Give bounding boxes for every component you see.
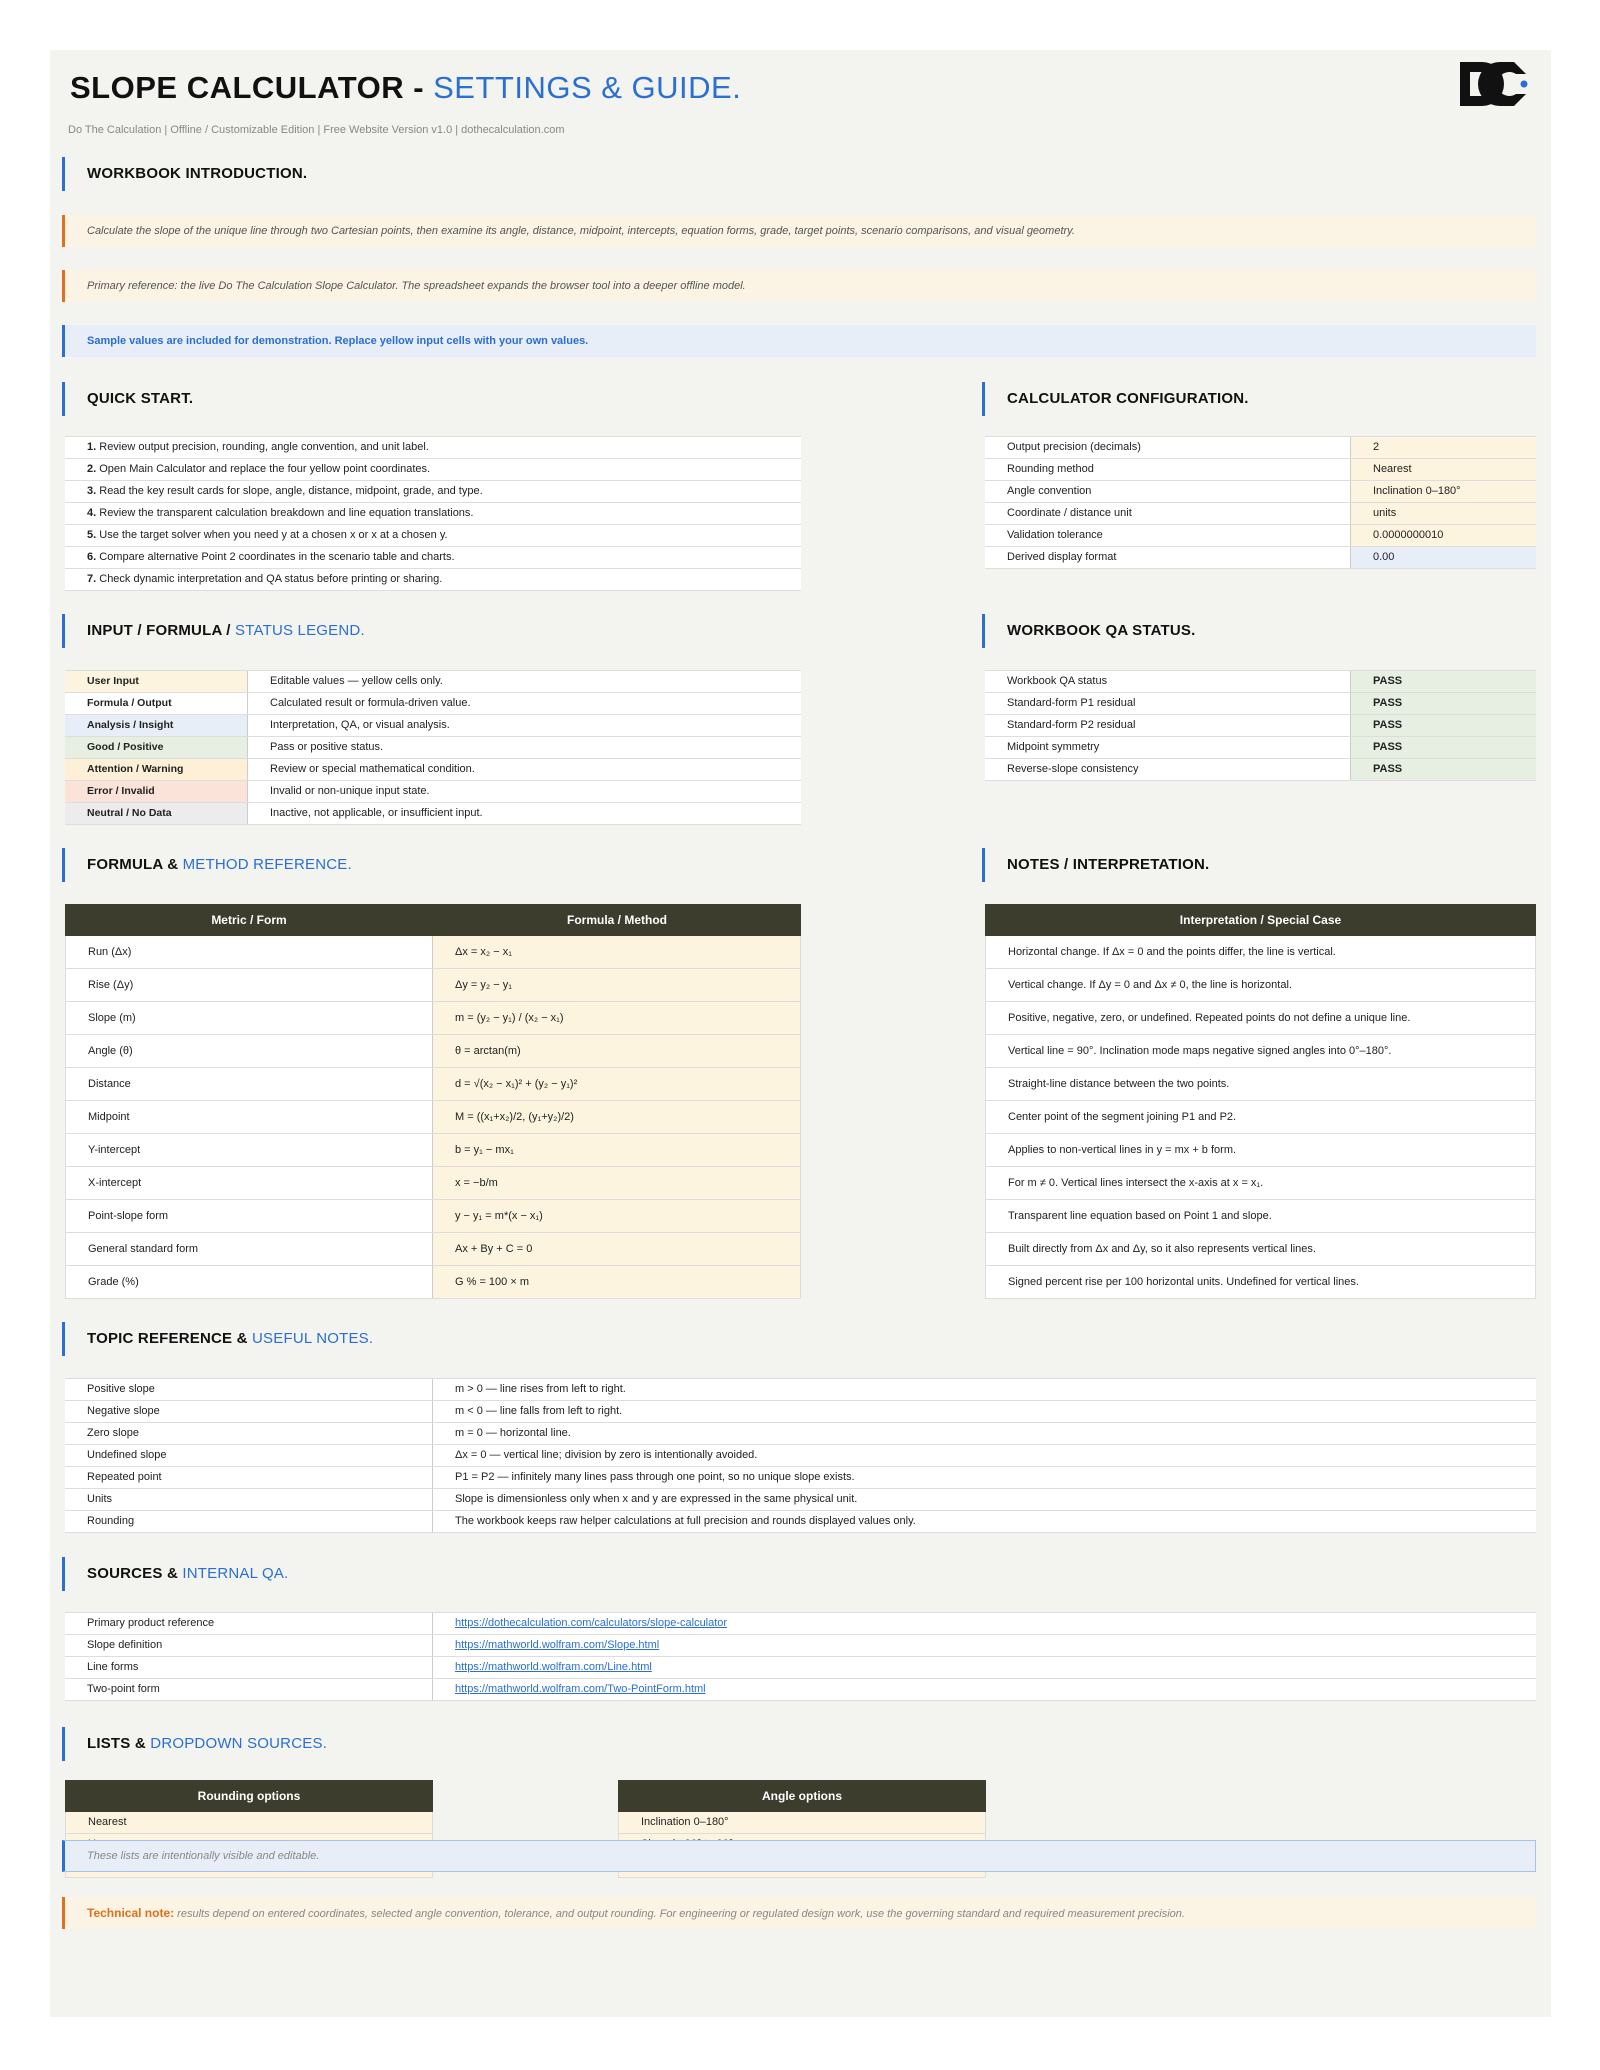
col-metric-form: Metric / Form: [211, 913, 287, 927]
formula-expression: m = (y₂ − y₁) / (x₂ − x₁): [433, 1002, 801, 1034]
topic-note: Slope is dimensionless only when x and y are expressed in the same physical unit.: [433, 1489, 1536, 1510]
note-text: Vertical line = 90°. Inclination mode maps negative signed angles into 0°–180°.: [986, 1035, 1535, 1067]
formula-row: [65, 1266, 801, 1299]
topic-name: Rounding: [65, 1511, 433, 1532]
qa-row: [985, 693, 1536, 715]
qa-row: [985, 715, 1536, 737]
source-link[interactable]: https://mathworld.wolfram.com/Slope.html: [455, 1639, 660, 1651]
step-number: 5.: [87, 529, 97, 541]
formula-row: [65, 1233, 801, 1266]
topic-name: Undefined slope: [65, 1445, 433, 1466]
config-value-input[interactable]: 0.0000000010: [1351, 525, 1536, 546]
qa-row: [985, 759, 1536, 781]
qa-status-badge: PASS: [1351, 693, 1536, 714]
note-text: Center point of the segment joining P1 and P2.: [986, 1101, 1535, 1133]
step-number: 2.: [87, 463, 97, 475]
topic-row: [65, 1401, 1536, 1423]
rounding-option[interactable]: Nearest: [65, 1812, 433, 1833]
legend-row: [65, 781, 801, 803]
legend-row: [65, 671, 801, 693]
legend-description: Review or special mathematical condition.: [248, 759, 801, 780]
legend-description: Interpretation, QA, or visual analysis.: [248, 715, 801, 736]
topic-name: Units: [65, 1489, 433, 1510]
note-row: [985, 1134, 1536, 1167]
source-row: [65, 1635, 1536, 1657]
formula-row: [65, 1101, 801, 1134]
config-row: [985, 459, 1536, 481]
step-text: Open Main Calculator and replace the four yellow point coordinates.: [99, 463, 431, 475]
intro-banner-reference: Primary reference: the live Do The Calculation Slope Calculator. The spreadsheet expands the browser tool into a deeper offline model.: [62, 270, 1536, 302]
formula-row: [65, 1200, 801, 1233]
quick-start-step: [65, 459, 801, 481]
step-text: Read the key result cards for slope, angle, distance, midpoint, grade, and type.: [99, 485, 483, 497]
config-row: [985, 481, 1536, 503]
topic-name: Positive slope: [65, 1379, 433, 1400]
source-link[interactable]: https://mathworld.wolfram.com/Line.html: [455, 1661, 652, 1673]
config-row: [985, 525, 1536, 547]
section-quick-start: QUICK START.: [62, 382, 193, 416]
legend-row: [65, 759, 801, 781]
quick-start-step: [65, 481, 801, 503]
legend-row: [65, 803, 801, 825]
note-row: [985, 1101, 1536, 1134]
source-link-cell: [433, 1635, 1536, 1656]
config-label: Derived display format: [985, 547, 1351, 568]
qa-status-table: [985, 670, 1536, 781]
quick-start-step-cell: [65, 459, 801, 480]
angle-option[interactable]: Inclination 0–180°: [618, 1812, 986, 1833]
note-text: For m ≠ 0. Vertical lines intersect the x-axis at x = x₁.: [986, 1167, 1535, 1199]
section-status-legend: INPUT / FORMULA / STATUS LEGEND.: [62, 614, 365, 648]
note-text: Transparent line equation based on Point 1 and slope.: [986, 1200, 1535, 1232]
legend-row: [65, 715, 801, 737]
config-row: [985, 547, 1536, 569]
formula-table: [65, 904, 801, 1299]
notes-table-header: [985, 904, 1536, 936]
quick-start-step: [65, 547, 801, 569]
step-number: 1.: [87, 441, 97, 453]
technical-note: Technical note: results depend on entered coordinates, selected angle convention, tolerance, and output rounding. For engineering or regulated design work, use the governing standard and required measurement precision.: [62, 1897, 1536, 1929]
source-link[interactable]: https://mathworld.wolfram.com/Two-PointForm.html: [455, 1683, 706, 1695]
topic-row: [65, 1445, 1536, 1467]
section-formula-reference: FORMULA & METHOD REFERENCE.: [62, 848, 352, 882]
formula-row: [65, 1167, 801, 1200]
step-text: Compare alternative Point 2 coordinates in the scenario table and charts.: [99, 551, 455, 563]
source-label: Line forms: [65, 1657, 433, 1678]
topic-row: [65, 1489, 1536, 1511]
formula-expression: G % = 100 × m: [433, 1266, 801, 1298]
quick-start-step-cell: [65, 569, 801, 590]
qa-status-badge: PASS: [1351, 715, 1536, 736]
col-interpretation: Interpretation / Special Case: [1179, 913, 1342, 927]
topic-row: [65, 1511, 1536, 1533]
config-value-input[interactable]: Nearest: [1351, 459, 1536, 480]
lists-note: These lists are intentionally visible and editable.: [62, 1840, 1536, 1872]
formula-expression: b = y₁ − mx₁: [433, 1134, 801, 1166]
formula-metric: General standard form: [65, 1233, 433, 1265]
source-row: [65, 1613, 1536, 1635]
formula-row: [65, 969, 801, 1002]
source-label: Slope definition: [65, 1635, 433, 1656]
qa-status-badge: PASS: [1351, 671, 1536, 692]
quick-start-step: [65, 569, 801, 591]
legend-description: Pass or positive status.: [248, 737, 801, 758]
formula-metric: X-intercept: [65, 1167, 433, 1199]
step-number: 6.: [87, 551, 97, 563]
formula-row: [65, 1002, 801, 1035]
note-text: Straight-line distance between the two points.: [986, 1068, 1535, 1100]
formula-expression: y − y₁ = m*(x − x₁): [433, 1200, 801, 1232]
section-topic-reference: TOPIC REFERENCE & USEFUL NOTES.: [62, 1322, 373, 1356]
formula-metric: Midpoint: [65, 1101, 433, 1133]
topic-note: m < 0 — line falls from left to right.: [433, 1401, 1536, 1422]
qa-label: Standard-form P2 residual: [985, 715, 1351, 736]
rounding-options-header: Rounding options: [65, 1780, 433, 1812]
source-link-cell: [433, 1613, 1536, 1634]
config-label: Coordinate / distance unit: [985, 503, 1351, 524]
rounding-option-row: [65, 1812, 433, 1834]
config-value-input[interactable]: units: [1351, 503, 1536, 524]
note-row: [985, 1068, 1536, 1101]
legend-swatch-label: Error / Invalid: [65, 781, 248, 802]
step-number: 4.: [87, 507, 97, 519]
note-text: Horizontal change. If Δx = 0 and the points differ, the line is vertical.: [986, 936, 1535, 968]
formula-expression: Ax + By + C = 0: [433, 1233, 801, 1265]
formula-row: [65, 1035, 801, 1068]
config-value-input[interactable]: 0.00: [1351, 547, 1536, 568]
legend-description: Inactive, not applicable, or insufficient input.: [248, 803, 801, 824]
legend-swatch-label: Analysis / Insight: [65, 715, 248, 736]
note-text: Signed percent rise per 100 horizontal units. Undefined for vertical lines.: [986, 1266, 1535, 1298]
dtc-logo-icon: [1456, 58, 1530, 110]
formula-table-header: [65, 904, 801, 936]
col-formula-method: Formula / Method: [567, 913, 667, 927]
formula-metric: Grade (%): [65, 1266, 433, 1298]
topic-row: [65, 1423, 1536, 1445]
config-row: [985, 503, 1536, 525]
intro-banner-description: Calculate the slope of the unique line through two Cartesian points, then examine its angle, distance, midpoint, intercepts, equation forms, grade, target points, scenario comparisons, and visual geometry.: [62, 215, 1536, 247]
topic-note: The workbook keeps raw helper calculations at full precision and rounds displayed values only.: [433, 1511, 1536, 1532]
source-link-cell: [433, 1657, 1536, 1678]
step-text: Review output precision, rounding, angle convention, and unit label.: [99, 441, 429, 453]
legend-swatch-label: User Input: [65, 671, 248, 692]
formula-row: [65, 1068, 801, 1101]
config-label: Rounding method: [985, 459, 1351, 480]
formula-metric: Point-slope form: [65, 1200, 433, 1232]
formula-metric: Rise (Δy): [65, 969, 433, 1001]
source-link[interactable]: https://dothecalculation.com/calculators/slope-calculator: [455, 1617, 728, 1629]
source-link-cell: [433, 1679, 1536, 1700]
config-row: [985, 437, 1536, 459]
note-row: [985, 1167, 1536, 1200]
step-text: Use the target solver when you need y at a chosen x or x at a chosen y.: [99, 529, 448, 541]
formula-expression: x = −b/m: [433, 1167, 801, 1199]
page-title: SLOPE CALCULATOR - SETTINGS & GUIDE.: [70, 70, 742, 105]
formula-expression: θ = arctan(m): [433, 1035, 801, 1067]
quick-start-step-cell: [65, 437, 801, 458]
qa-label: Workbook QA status: [985, 671, 1351, 692]
quick-start-step: [65, 503, 801, 525]
topic-name: Zero slope: [65, 1423, 433, 1444]
config-label: Angle convention: [985, 481, 1351, 502]
note-row: [985, 936, 1536, 969]
qa-status-badge: PASS: [1351, 737, 1536, 758]
config-value-input[interactable]: 2: [1351, 437, 1536, 458]
formula-metric: Run (Δx): [65, 936, 433, 968]
quick-start-step: [65, 525, 801, 547]
note-text: Applies to non-vertical lines in y = mx + b form.: [986, 1134, 1535, 1166]
note-text: Positive, negative, zero, or undefined. Repeated points do not define a unique line.: [986, 1002, 1535, 1034]
source-label: Primary product reference: [65, 1613, 433, 1634]
formula-metric: Angle (θ): [65, 1035, 433, 1067]
formula-expression: d = √(x₂ − x₁)² + (y₂ − y₁)²: [433, 1068, 801, 1100]
angle-option-row: [618, 1812, 986, 1834]
source-label: Two-point form: [65, 1679, 433, 1700]
config-label: Validation tolerance: [985, 525, 1351, 546]
quick-start-step: [65, 437, 801, 459]
section-dropdown-sources: LISTS & DROPDOWN SOURCES.: [62, 1727, 327, 1761]
quick-start-list: [65, 436, 801, 591]
topic-name: Negative slope: [65, 1401, 433, 1422]
formula-metric: Distance: [65, 1068, 433, 1100]
step-text: Check dynamic interpretation and QA status before printing or sharing.: [99, 573, 443, 585]
qa-row: [985, 671, 1536, 693]
source-row: [65, 1679, 1536, 1701]
legend-row: [65, 693, 801, 715]
qa-row: [985, 737, 1536, 759]
legend-description: Invalid or non-unique input state.: [248, 781, 801, 802]
formula-row: [65, 1134, 801, 1167]
formula-expression: Δy = y₂ − y₁: [433, 969, 801, 1001]
notes-table: [985, 904, 1536, 1299]
legend-swatch-label: Good / Positive: [65, 737, 248, 758]
page-subtitle: Do The Calculation | Offline / Customizable Edition | Free Website Version v1.0 | dothecalculation.com: [68, 124, 565, 136]
intro-banner-sample-values: Sample values are included for demonstration. Replace yellow input cells with your own values.: [62, 325, 1536, 357]
section-workbook-qa-status: WORKBOOK QA STATUS.: [982, 614, 1196, 648]
formula-metric: Y-intercept: [65, 1134, 433, 1166]
section-calculator-configuration: CALCULATOR CONFIGURATION.: [982, 382, 1249, 416]
topic-note: Δx = 0 — vertical line; division by zero is intentionally avoided.: [433, 1445, 1536, 1466]
formula-expression: M = ((x₁+x₂)/2, (y₁+y₂)/2): [433, 1101, 801, 1133]
note-row: [985, 1200, 1536, 1233]
quick-start-step-cell: [65, 503, 801, 524]
sources-table: [65, 1612, 1536, 1701]
note-row: [985, 969, 1536, 1002]
note-row: [985, 1035, 1536, 1068]
section-sources: SOURCES & INTERNAL QA.: [62, 1557, 288, 1591]
legend-description: Calculated result or formula-driven value.: [248, 693, 801, 714]
topic-reference-table: [65, 1378, 1536, 1533]
qa-label: Reverse-slope consistency: [985, 759, 1351, 780]
step-text: Review the transparent calculation breakdown and line equation translations.: [99, 507, 474, 519]
step-number: 3.: [87, 485, 97, 497]
legend-swatch-label: Neutral / No Data: [65, 803, 248, 824]
source-row: [65, 1657, 1536, 1679]
topic-note: m > 0 — line rises from left to right.: [433, 1379, 1536, 1400]
formula-metric: Slope (m): [65, 1002, 433, 1034]
legend-row: [65, 737, 801, 759]
legend-description: Editable values — yellow cells only.: [248, 671, 801, 692]
note-text: Built directly from Δx and Δy, so it also represents vertical lines.: [986, 1233, 1535, 1265]
step-number: 7.: [87, 573, 97, 585]
formula-expression: Δx = x₂ − x₁: [433, 936, 801, 968]
note-row: [985, 1233, 1536, 1266]
configuration-table: [985, 436, 1536, 569]
config-value-input[interactable]: Inclination 0–180°: [1351, 481, 1536, 502]
config-label: Output precision (decimals): [985, 437, 1351, 458]
topic-row: [65, 1379, 1536, 1401]
status-legend-table: [65, 670, 801, 825]
topic-row: [65, 1467, 1536, 1489]
section-workbook-introduction: WORKBOOK INTRODUCTION.: [62, 157, 307, 191]
note-row: [985, 1002, 1536, 1035]
note-text: Vertical change. If Δy = 0 and Δx ≠ 0, the line is horizontal.: [986, 969, 1535, 1001]
quick-start-step-cell: [65, 481, 801, 502]
qa-label: Midpoint symmetry: [985, 737, 1351, 758]
angle-options-header: Angle options: [618, 1780, 986, 1812]
topic-name: Repeated point: [65, 1467, 433, 1488]
note-row: [985, 1266, 1536, 1299]
section-notes-interpretation: NOTES / INTERPRETATION.: [982, 848, 1209, 882]
topic-note: m = 0 — horizontal line.: [433, 1423, 1536, 1444]
formula-row: [65, 936, 801, 969]
quick-start-step-cell: [65, 547, 801, 568]
quick-start-step-cell: [65, 525, 801, 546]
legend-swatch-label: Formula / Output: [65, 693, 248, 714]
legend-swatch-label: Attention / Warning: [65, 759, 248, 780]
qa-status-badge: PASS: [1351, 759, 1536, 780]
topic-note: P1 = P2 — infinitely many lines pass through one point, so no unique slope exists.: [433, 1467, 1536, 1488]
qa-label: Standard-form P1 residual: [985, 693, 1351, 714]
